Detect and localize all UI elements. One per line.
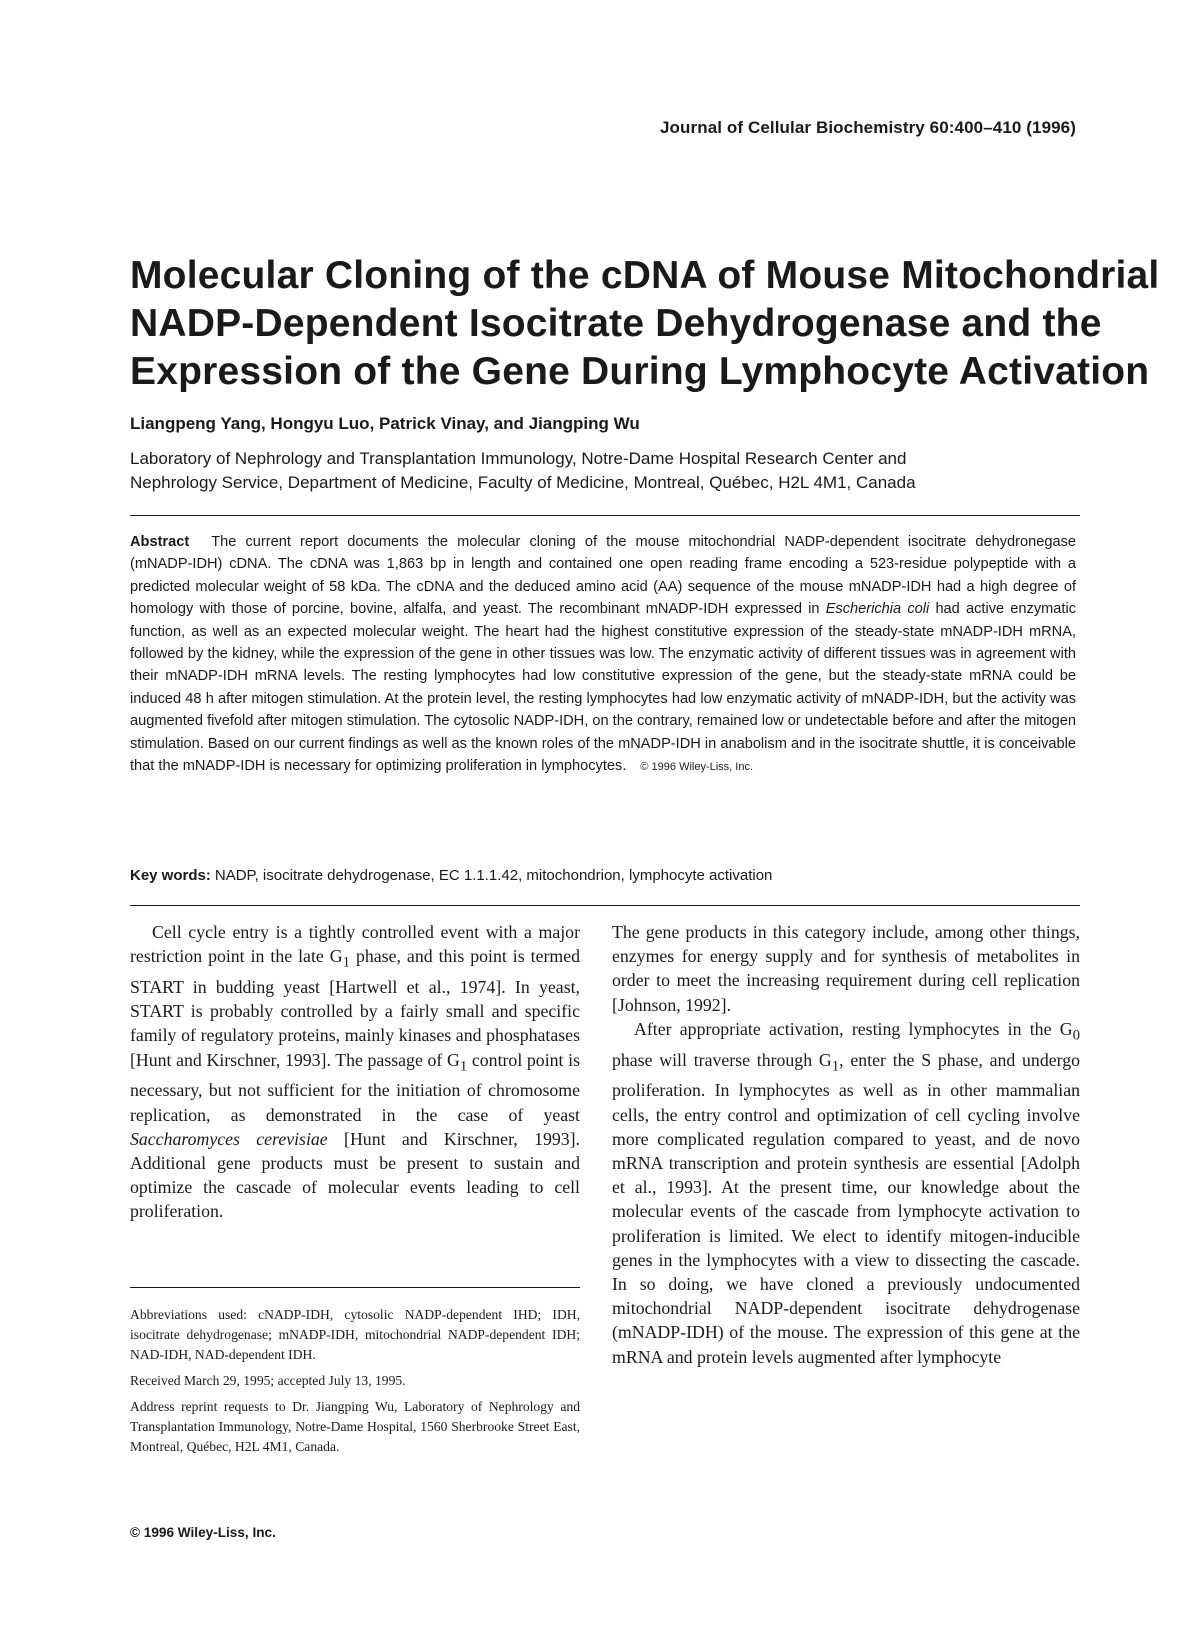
divider-top <box>130 515 1080 516</box>
affiliation-line-2: Nephrology Service, Department of Medicine, Faculty of Medicine, Montreal, Québec, H2L 4M1, Canada <box>130 473 916 492</box>
keywords-label: Key words: <box>130 867 211 884</box>
text-run: , enter the S phase, and undergo proliferation. In lymphocytes as well as in other mammalian cells, the entry control and optimization of cell cycling involve more complicated regulation compared to yeast, and de novo mRNA transcription and protein synthesis are essential [Adolph et al., 1993]. At the present time, our knowledge about the molecular events of the cascade from lymphocyte activation to proliferation is limited. We elect to identify mitogen-inducible genes in the lymphocytes with a view to dissecting the cascade. In so doing, we have cloned a previously undocumented mitochondrial NADP-dependent isocitrate dehydrogenase (mNADP-IDH) of the mouse. The expression of this gene at the mRNA and protein levels augmented after lymphocyte <box>612 1049 1080 1367</box>
keywords <box>130 867 772 884</box>
footnote-rule <box>130 1287 580 1288</box>
article-title <box>130 252 1160 396</box>
abstract-copyright: © 1996 Wiley-Liss, Inc. <box>640 761 754 774</box>
abstract-text-2: had active enzymatic function, as well as an expected molecular weight. The heart had the highest constitutive expression of the steady-state mNADP-IDH mRNA, followed by the kidney, while the expression of the gene in other tissues was low. The enzymatic activity of different tissues was in agreement with their mNADP-IDH mRNA levels. The resting lymphocytes had low constitutive expression of the gene, but the steady-state mRNA could be induced 48 h after mitogen stimulation. At the protein level, the resting lymphocytes had low enzymatic activity of mNADP-IDH, but the activity was augmented fivefold after mitogen stimulation. The cytosolic NADP-IDH, on the contrary, remained low or undetectable before and after the mitogen stimulation. Based on our current findings as well as the known roles of the mNADP-IDH in anabolism and in the isocitrate shuttle, it is conceivable that the mNADP-IDH is necessary for optimizing proliferation in lymphocytes. <box>130 601 1076 775</box>
text-run: After appropriate activation, resting lymphocytes in the G <box>634 1018 1073 1039</box>
footnote-address: Address reprint requests to Dr. Jiangping Wu, Laboratory of Nephrology and Transplantation Immunology, Notre-Dame Hospital, 1560 Sherbrooke Street East, Montreal, Québec, H2L 4M1, Canada. <box>130 1399 580 1454</box>
text-run: phase, and this point is termed START in budding yeast [Hartwell et al., 1974]. In yeast, START is probably controlled by a fairly small and specific family of regulatory proteins, mainly kinases and phosphatases [Hunt and Kirschner, 1993]. The passage of G <box>130 946 580 1070</box>
subscript: 1 <box>459 1058 468 1075</box>
body-column-right <box>612 920 1080 1369</box>
footnote-abbreviations: Abbreviations used: cNADP-IDH, cytosolic NADP-dependent IHD; IDH, isocitrate dehydrogenase; mNADP-IDH, mitochondrial NADP-dependent IDH; NAD-IDH, NAD-dependent IDH. <box>130 1307 580 1362</box>
subscript: 1 <box>342 954 351 971</box>
abstract <box>130 531 1076 778</box>
title-line-1: Molecular Cloning of the cDNA of Mouse Mitochondrial <box>130 254 1160 297</box>
subscript: 1 <box>831 1058 840 1075</box>
copyright-footer: © 1996 Wiley-Liss, Inc. <box>130 1525 276 1540</box>
subscript: 0 <box>1072 1027 1080 1044</box>
divider-bottom <box>130 905 1080 906</box>
text-run: phase will traverse through G <box>612 1049 832 1070</box>
affiliation-line-1: Laboratory of Nephrology and Transplantation Immunology, Notre-Dame Hospital Research Center and <box>130 449 907 468</box>
paragraph-1 <box>130 920 580 1224</box>
footnote-received: Received March 29, 1995; accepted July 13, 1995. <box>130 1373 406 1388</box>
text-run: [Hunt and Kirschner, 1993]. Additional gene products must be present to sustain and optimize the cascade of molecular events leading to cell proliferation. <box>130 1128 581 1222</box>
abstract-text-1: The current report documents the molecular cloning of the mouse mitochondrial NADP-dependent isocitrate dehydronegase (mNADP-IDH) cDNA. The cDNA was 1,863 bp in length and contained one open reading frame encoding a 523-residue polypeptide with a predicted molecular weight of 58 kDa. The cDNA and the deduced amino acid (AA) sequence of the mouse mNADP-IDH had a high degree of homology with those of porcine, bovine, alfalfa, and yeast. The recombinant mNADP-IDH expressed in <box>130 534 1076 618</box>
paragraph-2 <box>612 1017 1080 1369</box>
title-line-2: NADP-Dependent Isocitrate Dehydrogenase and the <box>130 302 1102 345</box>
italic-organism: Saccharomyces cerevisiae <box>130 1128 328 1149</box>
text-run: control point is necessary, but not sufficient for the initiation of chromosome replication, as demonstrated in the case of yeast <box>130 1049 580 1125</box>
body-column-left <box>130 920 580 1224</box>
journal-citation: Journal of Cellular Biochemistry 60:400–410 (1996) <box>659 118 1076 137</box>
keywords-text: NADP, isocitrate dehydrogenase, EC 1.1.1.42, mitochondrion, lymphocyte activation <box>214 867 773 884</box>
title-line-3: Expression of the Gene During Lymphocyte Activation <box>130 350 1150 393</box>
abstract-label: Abstract <box>130 534 190 550</box>
author-list: Liangpeng Yang, Hongyu Luo, Patrick Vinay, and Jiangping Wu <box>130 414 640 433</box>
text-run: Cell cycle entry is a tightly controlled event with a major restriction point in the late G <box>130 922 580 967</box>
paragraph-continued: The gene products in this category include, among other things, enzymes for energy supply and for synthesis of metabolites in order to meet the increasing requirement during cell replication [Johnson, 1992]. <box>612 922 1080 1015</box>
affiliation <box>130 447 1110 495</box>
footnotes <box>130 1305 580 1463</box>
abstract-italic-organism: Escherichia coli <box>825 601 930 618</box>
